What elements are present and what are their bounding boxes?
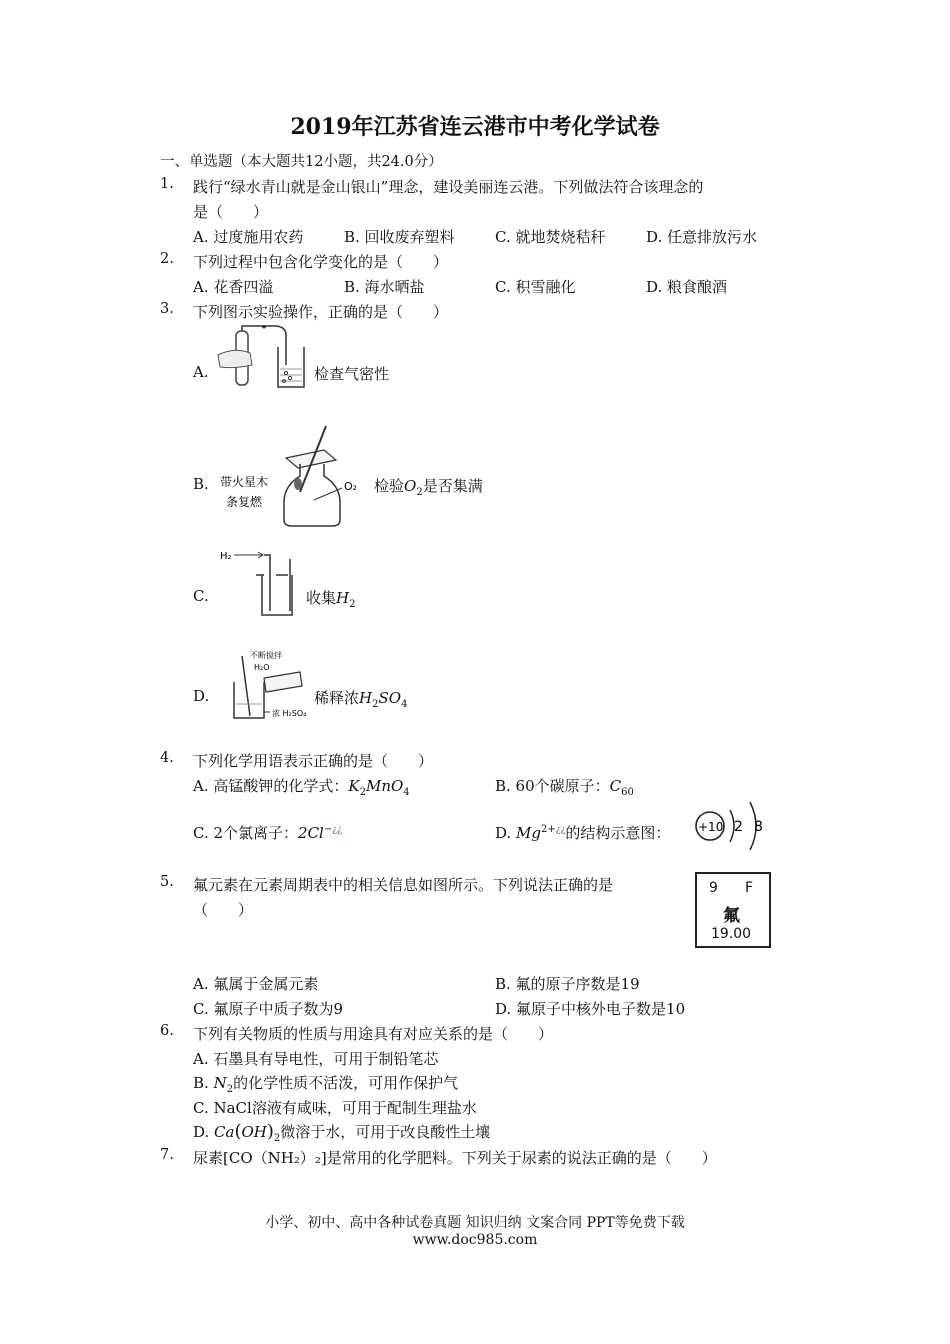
atomic-number: 9	[709, 880, 718, 896]
q2-option-a: A. 花香四溢	[193, 278, 274, 296]
q3-option-d-label: D.	[193, 687, 210, 705]
element-symbol: F	[745, 880, 754, 896]
img-gas-label: O₂	[344, 480, 358, 493]
q5-option-c: C. 氟原子中质子数为9	[193, 1000, 344, 1018]
q7-number: 7.	[160, 1147, 174, 1163]
q1-option-d: D. 任意排放污水	[646, 228, 758, 246]
element-name: 氟	[723, 906, 740, 926]
q3-option-c-text: 收集$H_2$	[306, 589, 356, 610]
q1-text-cont: 是（ ）	[193, 203, 269, 221]
q5-option-d: D. 氟原子中核外电子数是10	[495, 1000, 686, 1018]
footer-link[interactable]: www.doc985.com	[412, 1232, 538, 1248]
q5-number: 5.	[160, 874, 174, 890]
q4-option-c: C. 2个氯离子：2Cl−¿¿	[193, 824, 342, 842]
q6-option-d: D. $Ca(OH)_2$微溶于水，可用于改良酸性土壤	[193, 1121, 491, 1144]
q3-text: 下列图示实验操作，正确的是（ ）	[193, 303, 449, 321]
q6-text: 下列有关物质的性质与用途具有对应关系的是（ ）	[193, 1025, 554, 1043]
q3-option-c-label: C.	[193, 587, 209, 605]
q3-option-d-text: 稀释浓$H_2SO_4$	[314, 689, 408, 710]
q6-option-c: C. NaCl溶液有咸味，可用于配制生理盐水	[193, 1099, 477, 1117]
section-heading: 一、单选题（本大题共12小题，共24.0分）	[160, 154, 443, 170]
q6-number: 6.	[160, 1023, 174, 1039]
q4-text: 下列化学用语表示正确的是（ ）	[193, 752, 434, 770]
q3-option-a-label: A.	[193, 363, 209, 381]
q2-text: 下列过程中包含化学变化的是（ ）	[193, 253, 449, 271]
img-stir-label: 不断搅拌	[250, 651, 282, 660]
q1-option-c: C. 就地焚烧秸秆	[495, 228, 606, 246]
q1-option-b: B. 回收废弃塑料	[344, 228, 455, 246]
q3-option-b-label: B.	[193, 475, 209, 493]
img-label-line2: 条复燃	[226, 495, 263, 509]
q2-option-b: B. 海水晒盐	[344, 278, 425, 296]
img-gas-label: H₂	[220, 551, 232, 562]
oxygen-test-illustration	[214, 420, 374, 532]
q2-option-d: D. 粮食酿酒	[646, 278, 728, 296]
atomic-mass: 19.00	[711, 926, 752, 942]
magnesium-ion-structure-diagram	[692, 796, 776, 854]
shell-1-electrons: 2	[734, 819, 743, 835]
q6-option-a: A. 石墨具有导电性，可用于制铅笔芯	[193, 1050, 439, 1068]
q1-number: 1.	[160, 176, 174, 192]
nucleus-charge: +10	[698, 820, 724, 834]
q1-text: 践行“绿水青山就是金山银山”理念，建设美丽连云港。下列做法符合该理念的	[193, 178, 704, 196]
periodic-table-cell	[695, 872, 771, 948]
q4-number: 4.	[160, 750, 174, 766]
q4-option-d: D. $Mg^{2+¿¿}$的结构示意图：	[495, 824, 671, 842]
q6-option-b: B. $N_2$的化学性质不活泼，可用作保护气	[193, 1074, 459, 1095]
q5-text-cont: （ ）	[193, 901, 254, 919]
q5-option-a: A. 氟属于金属元素	[193, 975, 319, 993]
acid-dilution-illustration	[214, 646, 314, 726]
q4-option-b: B. 60个碳原子：$C_{60}$	[495, 777, 634, 798]
q7-text: 尿素[CO（NH₂）₂]是常用的化学肥料。下列关于尿素的说法正确的是（ ）	[193, 1149, 717, 1167]
shell-2-electrons: 8	[754, 819, 763, 835]
q2-option-c: C. 积雪融化	[495, 278, 576, 296]
hydrogen-collection-illustration	[214, 545, 306, 621]
img-water-label: H₂O	[254, 663, 270, 672]
img-label-line1: 带火星木	[220, 475, 269, 489]
q3-option-a-text: 检查气密性	[314, 365, 390, 383]
q1-option-a: A. 过度施用农药	[193, 228, 304, 246]
q4-option-a: A. 高锰酸钾的化学式：$K_2MnO_4$	[193, 777, 410, 798]
img-acid-label: 浓 H₂SO₄	[272, 709, 307, 718]
q5-text: 氟元素在元素周期表中的相关信息如图所示。下列说法正确的是	[193, 876, 614, 894]
airtightness-check-illustration	[214, 325, 314, 395]
page-title: 2019年江苏省连云港市中考化学试卷	[290, 114, 660, 140]
q5-option-b: B. 氟的原子序数是19	[495, 975, 640, 993]
q3-number: 3.	[160, 301, 174, 317]
q3-option-b-text: 检验$O_2$是否集满	[374, 477, 483, 498]
footer-line1: 小学、初中、高中各种试卷真题 知识归纳 文案合同 PPT等免费下载	[265, 1215, 685, 1231]
q2-number: 2.	[160, 251, 174, 267]
